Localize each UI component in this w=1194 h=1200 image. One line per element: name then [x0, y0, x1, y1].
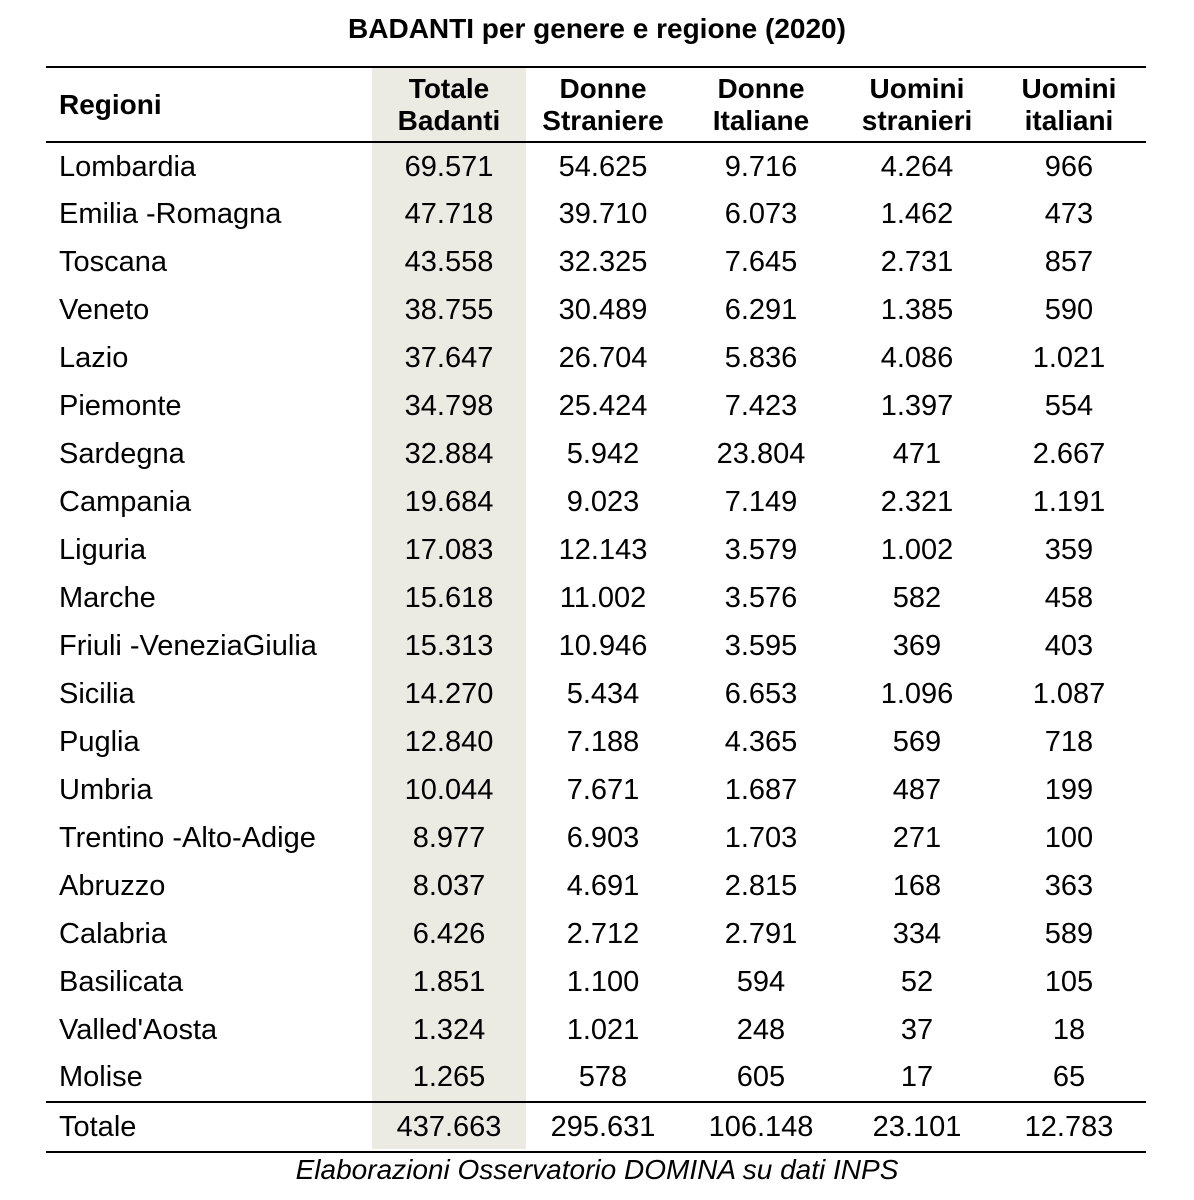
region-name: Toscana	[59, 245, 168, 278]
value-cell: 10.946	[558, 629, 648, 662]
value-cell: 100	[1044, 821, 1094, 854]
value-cell: 2.731	[880, 245, 954, 278]
value-cell: 1.851	[412, 965, 486, 998]
value-cell: 32.325	[558, 245, 648, 278]
value-cell: 9.023	[566, 485, 640, 518]
region-name: Umbria	[59, 773, 153, 806]
value-cell: 2.667	[1032, 437, 1106, 470]
region-name: Calabria	[59, 917, 167, 950]
value-cell: 2.791	[724, 917, 798, 950]
region-name: Valled'Aosta	[59, 1013, 218, 1046]
value-cell: 10.044	[404, 773, 494, 806]
value-cell: 38.755	[404, 293, 494, 326]
source-note: Elaborazioni Osservatorio DOMINA su dati INPS	[295, 1154, 899, 1185]
value-cell: 718	[1044, 725, 1094, 758]
header-donne-italiane: Donne Italiane	[712, 72, 810, 136]
total-cell: 23.101	[872, 1110, 962, 1143]
table-row	[46, 1054, 1146, 1102]
header-totale-badanti: Totale Badanti	[397, 72, 501, 136]
value-cell: 7.423	[724, 389, 798, 422]
value-cell: 471	[892, 437, 942, 470]
total-cell: 12.783	[1024, 1110, 1114, 1143]
value-cell: 1.100	[566, 965, 640, 998]
value-cell: 578	[578, 1061, 628, 1093]
value-cell: 19.684	[404, 485, 494, 518]
value-cell: 3.595	[724, 629, 798, 662]
value-cell: 199	[1044, 773, 1094, 806]
table-row	[46, 718, 1146, 766]
value-cell: 65	[1052, 1061, 1086, 1093]
region-name: Sicilia	[59, 677, 135, 710]
value-cell: 8.977	[412, 821, 486, 854]
table-body	[46, 142, 1146, 1102]
value-cell: 15.618	[404, 581, 494, 614]
region-name: Trentino -Alto-Adige	[59, 821, 316, 854]
value-cell: 4.365	[724, 725, 798, 758]
total-cell: 295.631	[550, 1110, 656, 1143]
table-row	[46, 478, 1146, 526]
value-cell: 12.143	[558, 533, 648, 566]
value-cell: 1.265	[412, 1061, 486, 1093]
table-title: BADANTI per genere e regione (2020)	[348, 13, 846, 44]
value-cell: 25.424	[558, 389, 648, 422]
table-row	[46, 238, 1146, 286]
value-cell: 26.704	[558, 341, 648, 374]
table-row	[46, 958, 1146, 1006]
total-label: Totale	[59, 1110, 137, 1143]
value-cell: 54.625	[558, 151, 648, 183]
value-cell: 359	[1044, 533, 1094, 566]
value-cell: 1.397	[880, 389, 954, 422]
value-cell: 473	[1044, 197, 1094, 230]
value-cell: 32.884	[404, 437, 494, 470]
value-cell: 3.576	[724, 581, 798, 614]
value-cell: 37.647	[404, 341, 494, 374]
value-cell: 589	[1044, 917, 1094, 950]
value-cell: 5.434	[566, 677, 640, 710]
total-cell: 437.663	[396, 1110, 502, 1143]
table-row	[46, 142, 1146, 190]
table-row	[46, 190, 1146, 238]
value-cell: 2.815	[724, 869, 798, 902]
value-cell: 248	[736, 1013, 786, 1046]
value-cell: 14.270	[404, 677, 494, 710]
value-cell: 4.691	[566, 869, 640, 902]
region-name: Campania	[59, 485, 192, 518]
region-name: Liguria	[59, 533, 147, 566]
value-cell: 857	[1044, 245, 1094, 278]
value-cell: 1.191	[1032, 485, 1106, 518]
value-cell: 11.002	[559, 581, 647, 614]
value-cell: 37	[900, 1013, 934, 1046]
value-cell: 1.087	[1032, 677, 1106, 710]
value-cell: 334	[892, 917, 942, 950]
value-cell: 7.645	[724, 245, 798, 278]
value-cell: 458	[1044, 581, 1094, 614]
value-cell: 9.716	[724, 151, 798, 183]
value-cell: 4.086	[880, 341, 954, 374]
value-cell: 12.840	[404, 725, 494, 758]
value-cell: 1.021	[566, 1013, 640, 1046]
table-row	[46, 430, 1146, 478]
region-name: Basilicata	[59, 965, 184, 998]
value-cell: 1.462	[880, 197, 954, 230]
value-cell: 3.579	[724, 533, 798, 566]
header-donne-straniere: Donne Straniere	[542, 72, 664, 136]
value-cell: 594	[736, 965, 786, 998]
value-cell: 271	[892, 821, 942, 854]
value-cell: 7.188	[566, 725, 640, 758]
header-uomini-stranieri: Uomini stranieri	[861, 72, 973, 136]
value-cell: 47.718	[404, 197, 494, 230]
region-name: Piemonte	[59, 389, 182, 422]
total-row	[46, 1102, 1146, 1152]
value-cell: 52	[900, 965, 934, 998]
value-cell: 5.942	[566, 437, 640, 470]
value-cell: 6.903	[566, 821, 640, 854]
value-cell: 369	[892, 629, 942, 662]
region-name: Emilia -Romagna	[59, 197, 282, 230]
value-cell: 554	[1044, 389, 1094, 422]
region-name: Abruzzo	[59, 869, 166, 902]
value-cell: 7.149	[724, 485, 798, 518]
table-row	[46, 862, 1146, 910]
table-row	[46, 574, 1146, 622]
region-name: Friuli -VeneziaGiulia	[59, 629, 317, 662]
value-cell: 23.804	[716, 437, 806, 470]
value-cell: 487	[892, 773, 942, 806]
table-row	[46, 526, 1146, 574]
table-row	[46, 1006, 1146, 1054]
value-cell: 6.426	[412, 917, 486, 950]
table-row	[46, 334, 1146, 382]
value-cell: 18	[1052, 1013, 1086, 1046]
value-cell: 1.703	[724, 821, 798, 854]
value-cell: 69.571	[404, 151, 494, 183]
table-row	[46, 382, 1146, 430]
value-cell: 1.324	[412, 1013, 486, 1046]
table-row	[46, 286, 1146, 334]
value-cell: 30.489	[558, 293, 648, 326]
region-name: Molise	[59, 1061, 143, 1093]
value-cell: 590	[1044, 293, 1094, 326]
value-cell: 5.836	[724, 341, 798, 374]
value-cell: 1.002	[880, 533, 954, 566]
total-cell: 106.148	[708, 1110, 814, 1143]
value-cell: 39.710	[558, 197, 648, 230]
region-name: Marche	[59, 581, 156, 614]
region-name: Lazio	[59, 341, 129, 374]
value-cell: 1.021	[1032, 341, 1106, 374]
table-row	[46, 910, 1146, 958]
value-cell: 1.096	[880, 677, 954, 710]
value-cell: 34.798	[404, 389, 494, 422]
table-row	[46, 670, 1146, 718]
value-cell: 17.083	[404, 533, 494, 566]
caregivers-table	[46, 66, 1146, 1153]
header-row	[46, 67, 1146, 142]
value-cell: 2.321	[880, 485, 954, 518]
value-cell: 6.653	[724, 677, 798, 710]
value-cell: 8.037	[412, 869, 486, 902]
region-name: Sardegna	[59, 437, 185, 470]
header-regioni: Regioni	[59, 88, 162, 120]
value-cell: 6.073	[724, 197, 798, 230]
table-row	[46, 622, 1146, 670]
region-name: Lombardia	[59, 151, 197, 183]
header-uomini-italiani: Uomini italiani	[1021, 72, 1117, 136]
value-cell: 582	[892, 581, 942, 614]
value-cell: 4.264	[880, 151, 954, 183]
value-cell: 168	[892, 869, 942, 902]
value-cell: 569	[892, 725, 942, 758]
table-row	[46, 766, 1146, 814]
value-cell: 605	[736, 1061, 786, 1093]
value-cell: 6.291	[724, 293, 798, 326]
value-cell: 17	[900, 1061, 934, 1093]
value-cell: 7.671	[566, 773, 640, 806]
value-cell: 15.313	[404, 629, 494, 662]
value-cell: 363	[1044, 869, 1094, 902]
table-row	[46, 814, 1146, 862]
value-cell: 43.558	[404, 245, 494, 278]
region-name: Veneto	[59, 293, 150, 326]
value-cell: 105	[1044, 965, 1094, 998]
value-cell: 966	[1044, 151, 1094, 183]
value-cell: 403	[1044, 629, 1094, 662]
region-name: Puglia	[59, 725, 140, 758]
value-cell: 2.712	[566, 917, 640, 950]
value-cell: 1.385	[880, 293, 954, 326]
value-cell: 1.687	[724, 773, 798, 806]
